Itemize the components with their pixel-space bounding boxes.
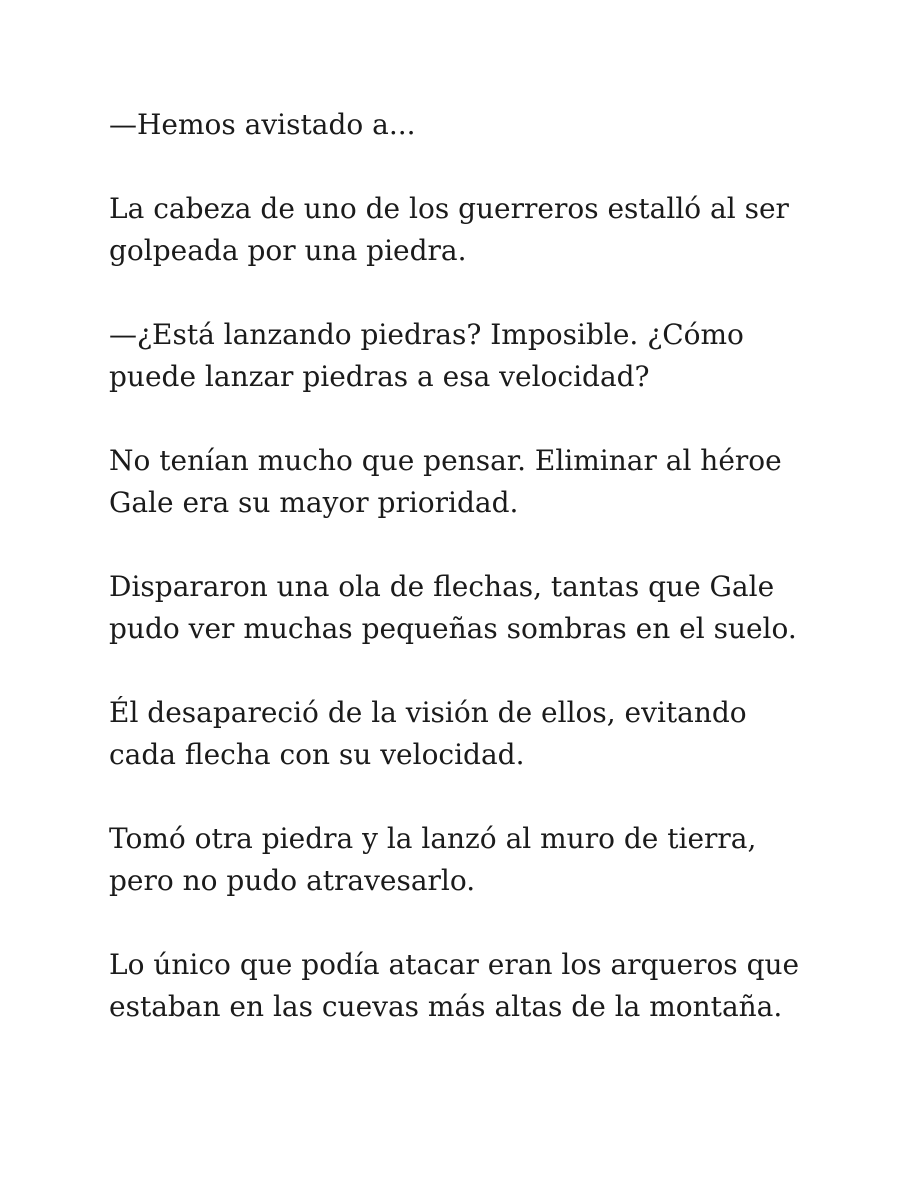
paragraph: Dispararon una ola de flechas, tantas que Gale pudo ver muchas pequeñas sombras en el suelo.	[109, 570, 797, 645]
paragraph: —Hemos avistado a...	[109, 108, 416, 141]
paragraph: Él desapareció de la visión de ellos, evitando cada flecha con su velocidad.	[109, 696, 747, 771]
paragraph: —¿Está lanzando piedras? Imposible. ¿Cómo puede lanzar piedras a esa velocidad?	[109, 318, 744, 393]
paragraph: Lo único que podía atacar eran los arqueros que estaban en las cuevas más altas de la montaña.	[109, 948, 800, 1023]
paragraph: No tenían mucho que pensar. Eliminar al héroe Gale era su mayor prioridad.	[109, 444, 782, 519]
paragraph: La cabeza de uno de los guerreros estalló al ser golpeada por una piedra.	[109, 192, 789, 267]
story-text	[109, 104, 809, 1028]
paragraph: Tomó otra piedra y la lanzó al muro de tierra, pero no pudo atravesarlo.	[109, 822, 757, 897]
